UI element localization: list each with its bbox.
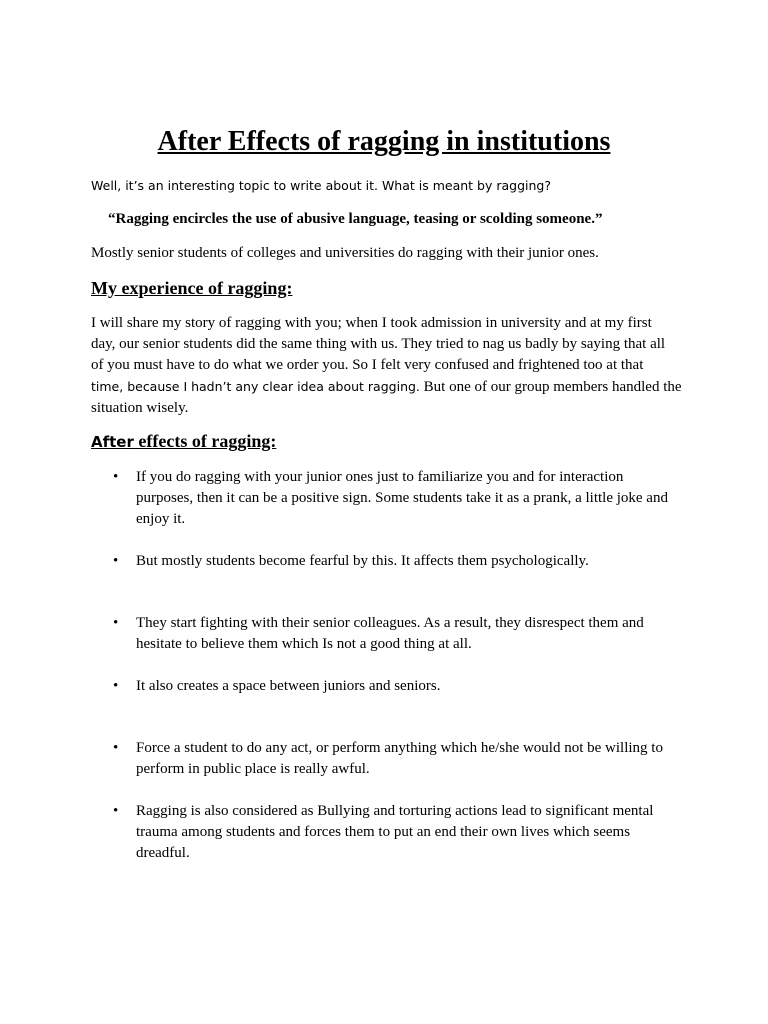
story-line-serif-part: But one of our group members handled the bbox=[419, 379, 682, 395]
senior-paragraph: Mostly senior students of colleges and universities do ragging with their junior ones. bbox=[91, 245, 599, 261]
story-line: situation wisely. bbox=[91, 400, 189, 416]
list-item-line: trauma among students and forces them to put an end their own lives which seems bbox=[136, 824, 631, 840]
story-line: day, our senior students did the same thing with us. They tried to nag us badly by saying that all bbox=[91, 336, 666, 352]
after-effects-heading-part2: effects of ragging: bbox=[133, 431, 277, 451]
list-item-line: purposes, then it can be a positive sign. Some students take it as a prank, a little joke and bbox=[136, 490, 668, 506]
list-item-line: enjoy it. bbox=[136, 511, 186, 527]
list-item-line: If you do ragging with your junior ones just to familiarize you and for interaction bbox=[136, 469, 624, 485]
story-line-sans-part: time, because I hadn’t any clear idea about ragging. bbox=[91, 379, 420, 394]
story-paragraph bbox=[91, 313, 681, 419]
story-line-mixed bbox=[91, 376, 681, 398]
list-item-text bbox=[136, 551, 681, 572]
list-item-text bbox=[136, 676, 681, 697]
list-item-text bbox=[136, 738, 681, 780]
list-item-text bbox=[136, 613, 681, 655]
list-item-text bbox=[136, 467, 681, 530]
bullet-marker: • bbox=[113, 803, 119, 819]
list-item-line: perform in public place is really awful. bbox=[136, 761, 370, 777]
document-title: After Effects of ragging in institutions bbox=[157, 126, 611, 157]
bullet-marker: • bbox=[113, 469, 119, 485]
list-item-line: But mostly students become fearful by this. It affects them psychologically. bbox=[136, 553, 589, 569]
bullet-marker: • bbox=[113, 553, 119, 569]
after-effects-heading-part1: After bbox=[91, 433, 134, 451]
bullet-marker: • bbox=[113, 615, 119, 631]
after-effects-heading bbox=[91, 429, 276, 454]
list-item-line: Force a student to do any act, or perform anything which he/she would not be willing to bbox=[136, 740, 663, 756]
list-item-line: They start fighting with their senior colleagues. As a result, they disrespect them and bbox=[136, 615, 644, 631]
bullet-marker: • bbox=[113, 740, 119, 756]
story-line: I will share my story of ragging with you; when I took admission in university and at my first bbox=[91, 315, 652, 331]
story-line: of you must have to do what we order you. So I felt very confused and frightened too at that bbox=[91, 357, 644, 373]
list-item-line: It also creates a space between juniors and seniors. bbox=[136, 678, 441, 694]
list-item-text bbox=[136, 801, 681, 864]
list-item-line: Ragging is also considered as Bullying and torturing actions lead to significant mental bbox=[136, 803, 654, 819]
experience-heading: My experience of ragging: bbox=[91, 278, 293, 298]
definition-quote: “Ragging encircles the use of abusive language, teasing or scolding someone.” bbox=[108, 211, 603, 227]
list-item-line: dreadful. bbox=[136, 845, 190, 861]
bullet-marker: • bbox=[113, 678, 119, 694]
list-item-line: hesitate to believe them which Is not a good thing at all. bbox=[136, 636, 472, 652]
intro-text: Well, it’s an interesting topic to write about it. What is meant by ragging? bbox=[91, 178, 551, 193]
